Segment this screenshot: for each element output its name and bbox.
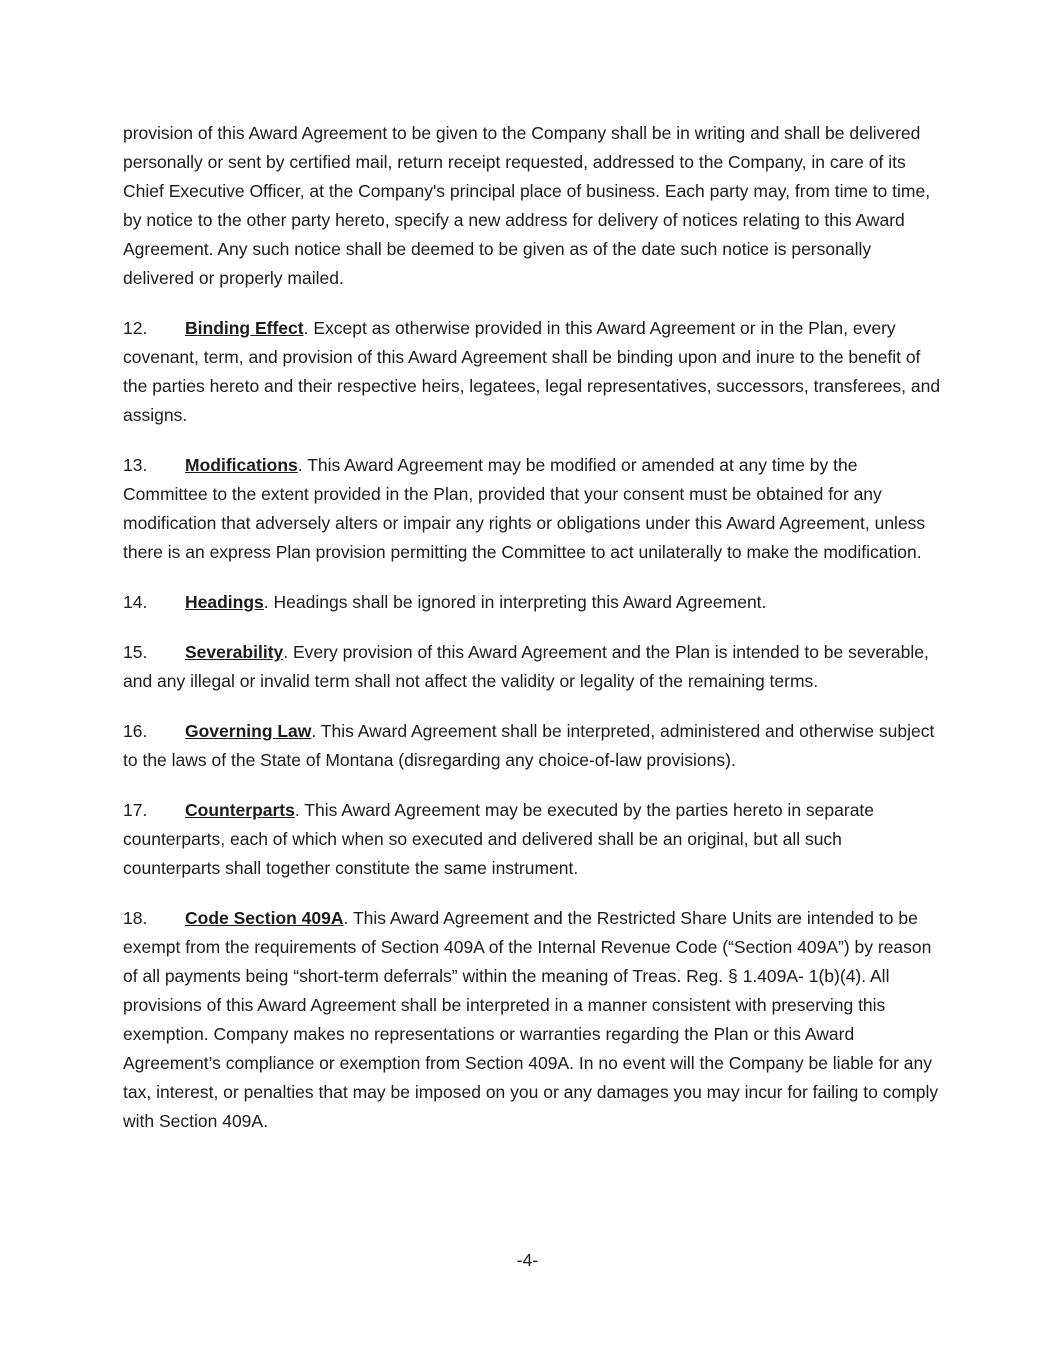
paragraph-12 — [123, 314, 943, 430]
paragraph-text: . This Award Agreement and the Restricted Share Units are intended to be exempt from the requirements of Section 409A of the Internal Revenue Code (“Section 409A”) by reason of all payments being “short-term deferrals” within the meaning of Treas. Reg. § 1.409A- 1(b)(4). All provisions of this Award Agreement shall be interpreted in a manner consistent with preserving this exemption. Company makes no representations or warranties regarding the Plan or this Award Agreement’s compliance or exemption from Section 409A. In no event will the Company be liable for any tax, interest, or penalties that may be imposed on you or any damages you may incur for failing to comply with Section 409A. — [123, 908, 939, 1131]
paragraph-heading: Headings — [185, 592, 264, 612]
paragraph-number: 17. — [123, 800, 148, 820]
paragraph-text: . This Award Agreement shall be interpreted, administered and otherwise subject to the laws of the State of Montana (disregarding any choice-of-law provisions). — [123, 721, 935, 770]
paragraph-heading: Governing Law — [185, 721, 312, 741]
paragraph-text: . Except as otherwise provided in this Award Agreement or in the Plan, every covenant, term, and provision of this Award Agreement shall be binding upon and inure to the benefit of the parties hereto and their respective heirs, legatees, legal representatives, successors, transferees, and assigns. — [123, 318, 941, 425]
paragraph-text: . This Award Agreement may be modified or amended at any time by the Committee to the extent provided in the Plan, provided that your consent must be obtained for any modification that adversely alters or impair any rights or obligations under this Award Agreement, unless there is an express Plan provision permitting the Committee to act unilaterally to make the modification. — [123, 455, 926, 562]
paragraph-14 — [123, 588, 943, 617]
paragraph-heading: Modifications — [185, 455, 298, 475]
paragraph-heading: Severability — [185, 642, 284, 662]
paragraph-15 — [123, 638, 943, 696]
paragraph-heading: Counterparts — [185, 800, 295, 820]
paragraph-text: . This Award Agreement may be executed by the parties hereto in separate counterparts, each of which when so executed and delivered shall be an original, but all such counterparts shall together constitute the same instrument. — [123, 800, 875, 878]
paragraph-13 — [123, 451, 943, 567]
paragraph-heading: Binding Effect — [185, 318, 304, 338]
paragraph-number: 18. — [123, 908, 148, 928]
page-number: -4- — [516, 1250, 539, 1270]
paragraph-heading: Code Section 409A — [185, 908, 344, 928]
paragraph-17 — [123, 796, 943, 883]
paragraph-text: provision of this Award Agreement to be given to the Company shall be in writing and shall be delivered personally or sent by certified mail, return receipt requested, addressed to the Company, in care of its Chief Executive Officer, at the Company's principal place of business. Each party may, from time to time, by notice to the other party hereto, specify a new address for delivery of notices relating to this Award Agreement. Any such notice shall be deemed to be given as of the date such notice is personally delivered or properly mailed. — [123, 123, 931, 288]
paragraph-16 — [123, 717, 943, 775]
paragraph-number: 12. — [123, 318, 148, 338]
paragraph-18 — [123, 904, 943, 1136]
paragraph-text: . Headings shall be ignored in interpreting this Award Agreement. — [263, 592, 767, 612]
paragraph-number: 16. — [123, 721, 148, 741]
paragraph-continuation — [123, 119, 943, 293]
paragraph-number: 15. — [123, 642, 148, 662]
paragraph-number: 13. — [123, 455, 148, 475]
paragraph-text: . Every provision of this Award Agreement and the Plan is intended to be severable, and any illegal or invalid term shall not affect the validity or legality of the remaining terms. — [123, 642, 929, 691]
paragraph-number: 14. — [123, 592, 148, 612]
